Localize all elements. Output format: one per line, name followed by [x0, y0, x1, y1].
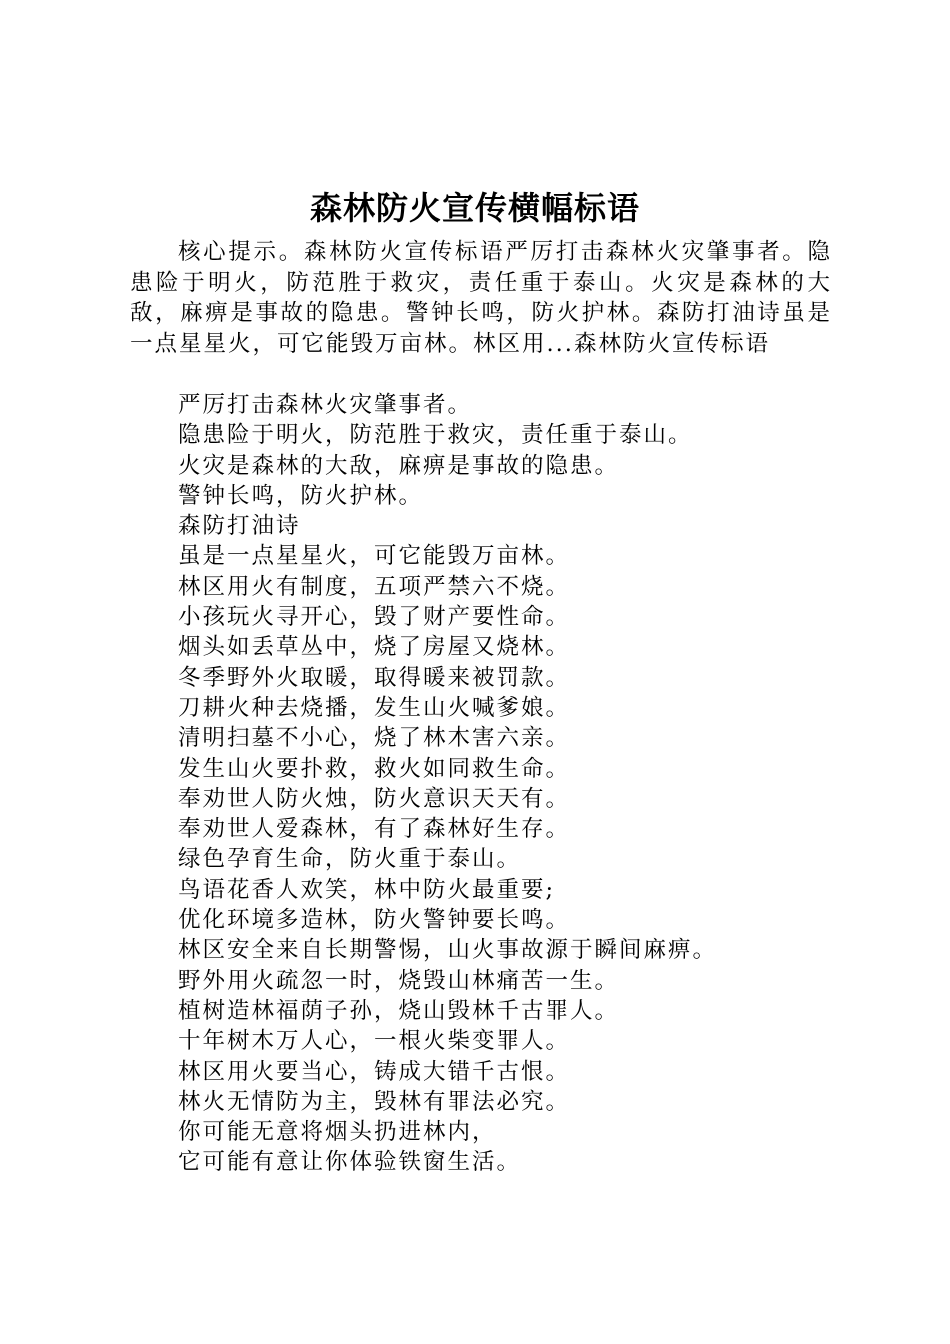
slogan-line: 鸟语花香人欢笑，林中防火最重要; [178, 876, 556, 903]
slogan-line: 优化环境多造林，防火警钟要长鸣。 [178, 907, 571, 934]
slogan-line: 刀耕火种去烧播，发生山火喊爹娘。 [178, 694, 571, 721]
slogan-line: 森防打油诗 [178, 513, 301, 540]
slogan-line: 十年树木万人心，一根火柴变罪人。 [178, 1028, 571, 1055]
slogan-line: 清明扫墓不小心，烧了林木害六亲。 [178, 725, 571, 752]
slogan-line: 林区安全来自长期警惕，山火事故源于瞬间麻痹。 [178, 937, 718, 964]
slogan-line: 警钟长鸣，防火护林。 [178, 482, 424, 509]
slogan-line: 发生山火要扑救，救火如同救生命。 [178, 755, 571, 782]
slogan-line: 绿色孕育生命，防火重于泰山。 [178, 846, 522, 873]
slogan-line: 它可能有意让你体验铁窗生活。 [178, 1149, 522, 1176]
slogan-line: 严厉打击森林火灾肇事者。 [178, 392, 473, 418]
slogan-list [178, 390, 858, 1178]
slogan-line: 植树造林福荫子孙，烧山毁林千古罪人。 [178, 997, 620, 1024]
slogan-line: 野外用火疏忽一时，烧毁山林痛苦一生。 [178, 967, 620, 994]
slogan-line: 烟头如丢草丛中，烧了房屋又烧林。 [178, 634, 571, 661]
slogan-line: 小孩玩火寻开心，毁了财产要性命。 [178, 604, 571, 631]
slogan-line: 林区用火要当心，铸成大错千古恨。 [178, 1058, 571, 1085]
slogan-line: 隐患险于明火，防范胜于救灾，责任重于泰山。 [178, 422, 693, 449]
slogan-line: 虽是一点星星火，可它能毁万亩林。 [178, 543, 571, 570]
slogan-line: 奉劝世人防火烛，防火意识天天有。 [178, 785, 571, 812]
summary-paragraph: 核心提示。森林防火宣传标语严厉打击森林火灾肇事者。隐患险于明火，防范胜于救灾，责任重于泰山。火灾是森林的大敌，麻痹是事故的隐患。警钟长鸣，防火护林。森防打油诗虽是一点星星火，可它能毁万亩林。林区用...森林防火宣传标语 [130, 239, 832, 357]
document-title: 森林防火宣传横幅标语 [309, 189, 640, 227]
slogan-line: 你可能无意将烟头扔进林内， [178, 1119, 497, 1146]
slogan-line: 冬季野外火取暖，取得暖来被罚款。 [178, 664, 571, 691]
slogan-line: 林区用火有制度，五项严禁六不烧。 [178, 573, 571, 600]
slogan-line: 火灾是森林的大敌，麻痹是事故的隐患。 [178, 452, 620, 479]
slogan-line: 奉劝世人爱森林，有了森林好生存。 [178, 816, 571, 843]
slogan-line: 林火无情防为主，毁林有罪法必究。 [178, 1088, 571, 1115]
